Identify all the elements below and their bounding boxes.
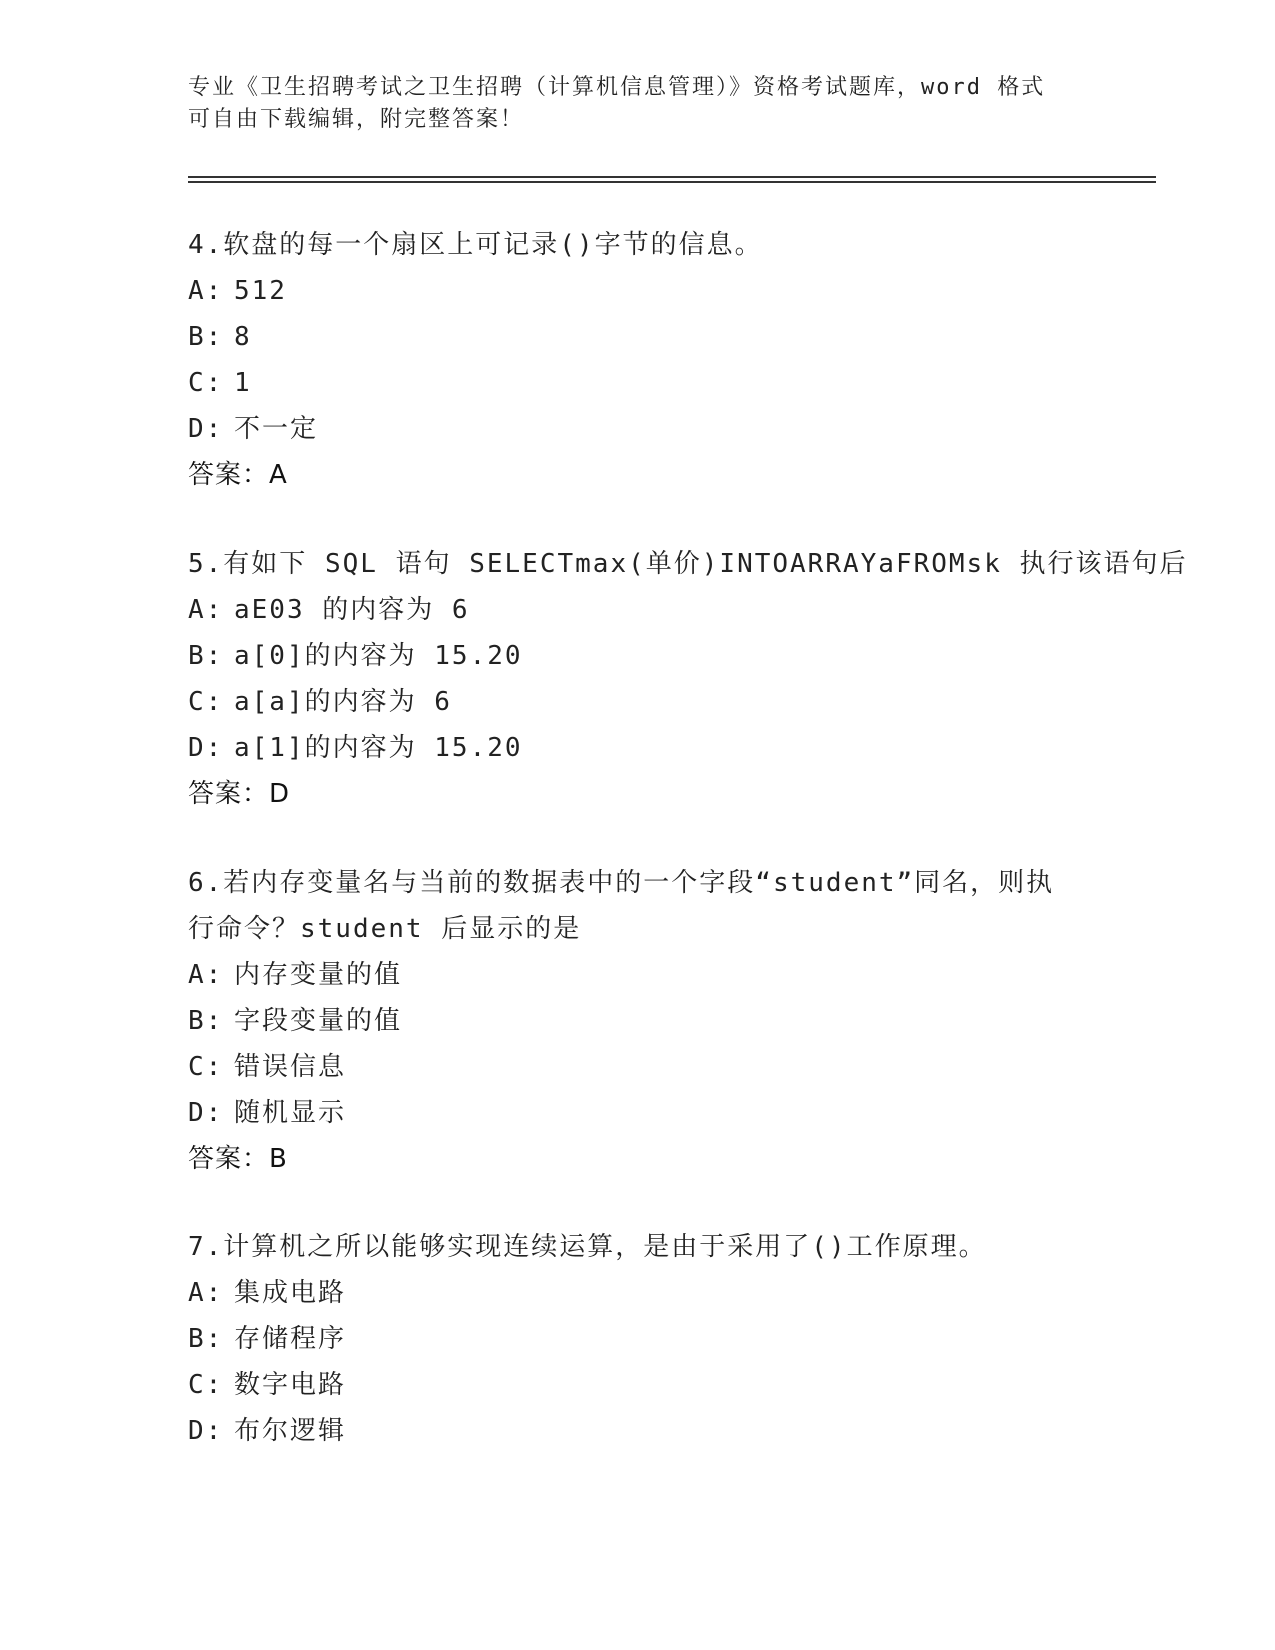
option-label: A: (188, 1278, 224, 1308)
option-text: 字段变量的值 (234, 1006, 403, 1036)
divider-line-bottom (188, 181, 1156, 183)
option-text: 内存变量的值 (234, 960, 403, 990)
stem-line: 7.计算机之所以能够实现连续运算，是由于采用了()工作原理。 (188, 1232, 987, 1262)
option-d (188, 1408, 1088, 1454)
option-c (188, 1362, 1088, 1408)
option-a (188, 268, 1088, 314)
divider-line-top (188, 176, 1156, 178)
stem-line: 6.若内存变量名与当前的数据表中的一个字段“student”同名，则执 (188, 868, 1055, 898)
answer: 答案：A (188, 460, 288, 490)
option-text: 随机显示 (234, 1098, 347, 1128)
question-stem (188, 1224, 1088, 1270)
option-c (188, 360, 1088, 406)
option-label: D: (188, 414, 224, 444)
option-text: 存储程序 (234, 1324, 347, 1354)
document-header (188, 72, 1068, 136)
option-label: B: (188, 1324, 224, 1354)
option-text: 512 (234, 276, 287, 306)
option-text: 8 (234, 322, 252, 352)
option-label: A: (188, 276, 224, 306)
option-label: B: (188, 1006, 224, 1036)
option-text: 数字电路 (234, 1370, 347, 1400)
stem-line: 5.有如下 SQL 语句 SELECTmax(单价)INTOARRAYaFROMsk 执行该语句后 (188, 549, 1188, 579)
option-a (188, 952, 1088, 998)
question-7 (188, 1224, 1088, 1454)
option-label: A: (188, 960, 224, 990)
option-text: 不一定 (234, 414, 319, 444)
option-label: C: (188, 368, 224, 398)
option-d (188, 725, 1088, 771)
question-stem (188, 222, 1088, 268)
option-c (188, 679, 1088, 725)
stem-line: 4.软盘的每一个扇区上可记录()字节的信息。 (188, 230, 763, 260)
header-divider (188, 176, 1156, 183)
option-b (188, 1316, 1088, 1362)
option-text: a[0]的内容为 15.20 (234, 641, 523, 671)
option-b (188, 633, 1088, 679)
option-label: D: (188, 733, 224, 763)
header-line-2: 可自由下载编辑，附完整答案！ (188, 107, 525, 132)
option-label: C: (188, 687, 224, 717)
question-5 (188, 541, 1188, 817)
option-label: D: (188, 1098, 224, 1128)
answer: 答案：D (188, 779, 291, 809)
option-d (188, 1090, 1088, 1136)
question-stem (188, 860, 1088, 952)
question-stem (188, 541, 1188, 587)
option-d (188, 406, 1088, 452)
option-text: a[1]的内容为 15.20 (234, 733, 523, 763)
option-text: aE03 的内容为 6 (234, 595, 470, 625)
option-text: 布尔逻辑 (234, 1416, 347, 1446)
option-text: 错误信息 (234, 1052, 347, 1082)
option-text: 1 (234, 368, 252, 398)
option-label: A: (188, 595, 224, 625)
option-a (188, 587, 1088, 633)
answer: 答案：B (188, 1144, 288, 1174)
option-label: C: (188, 1370, 224, 1400)
option-text: 集成电路 (234, 1278, 347, 1308)
option-c (188, 1044, 1088, 1090)
option-b (188, 314, 1088, 360)
question-6 (188, 860, 1088, 1182)
stem-line: 行命令？student 后显示的是 (188, 914, 582, 944)
option-label: B: (188, 641, 224, 671)
option-b (188, 998, 1088, 1044)
option-label: C: (188, 1052, 224, 1082)
question-4 (188, 222, 1088, 498)
option-label: D: (188, 1416, 224, 1446)
option-label: B: (188, 322, 224, 352)
option-a (188, 1270, 1088, 1316)
option-text: a[a]的内容为 6 (234, 687, 452, 717)
header-line-1: 专业《卫生招聘考试之卫生招聘（计算机信息管理）》资格考试题库，word 格式 (188, 75, 1046, 100)
